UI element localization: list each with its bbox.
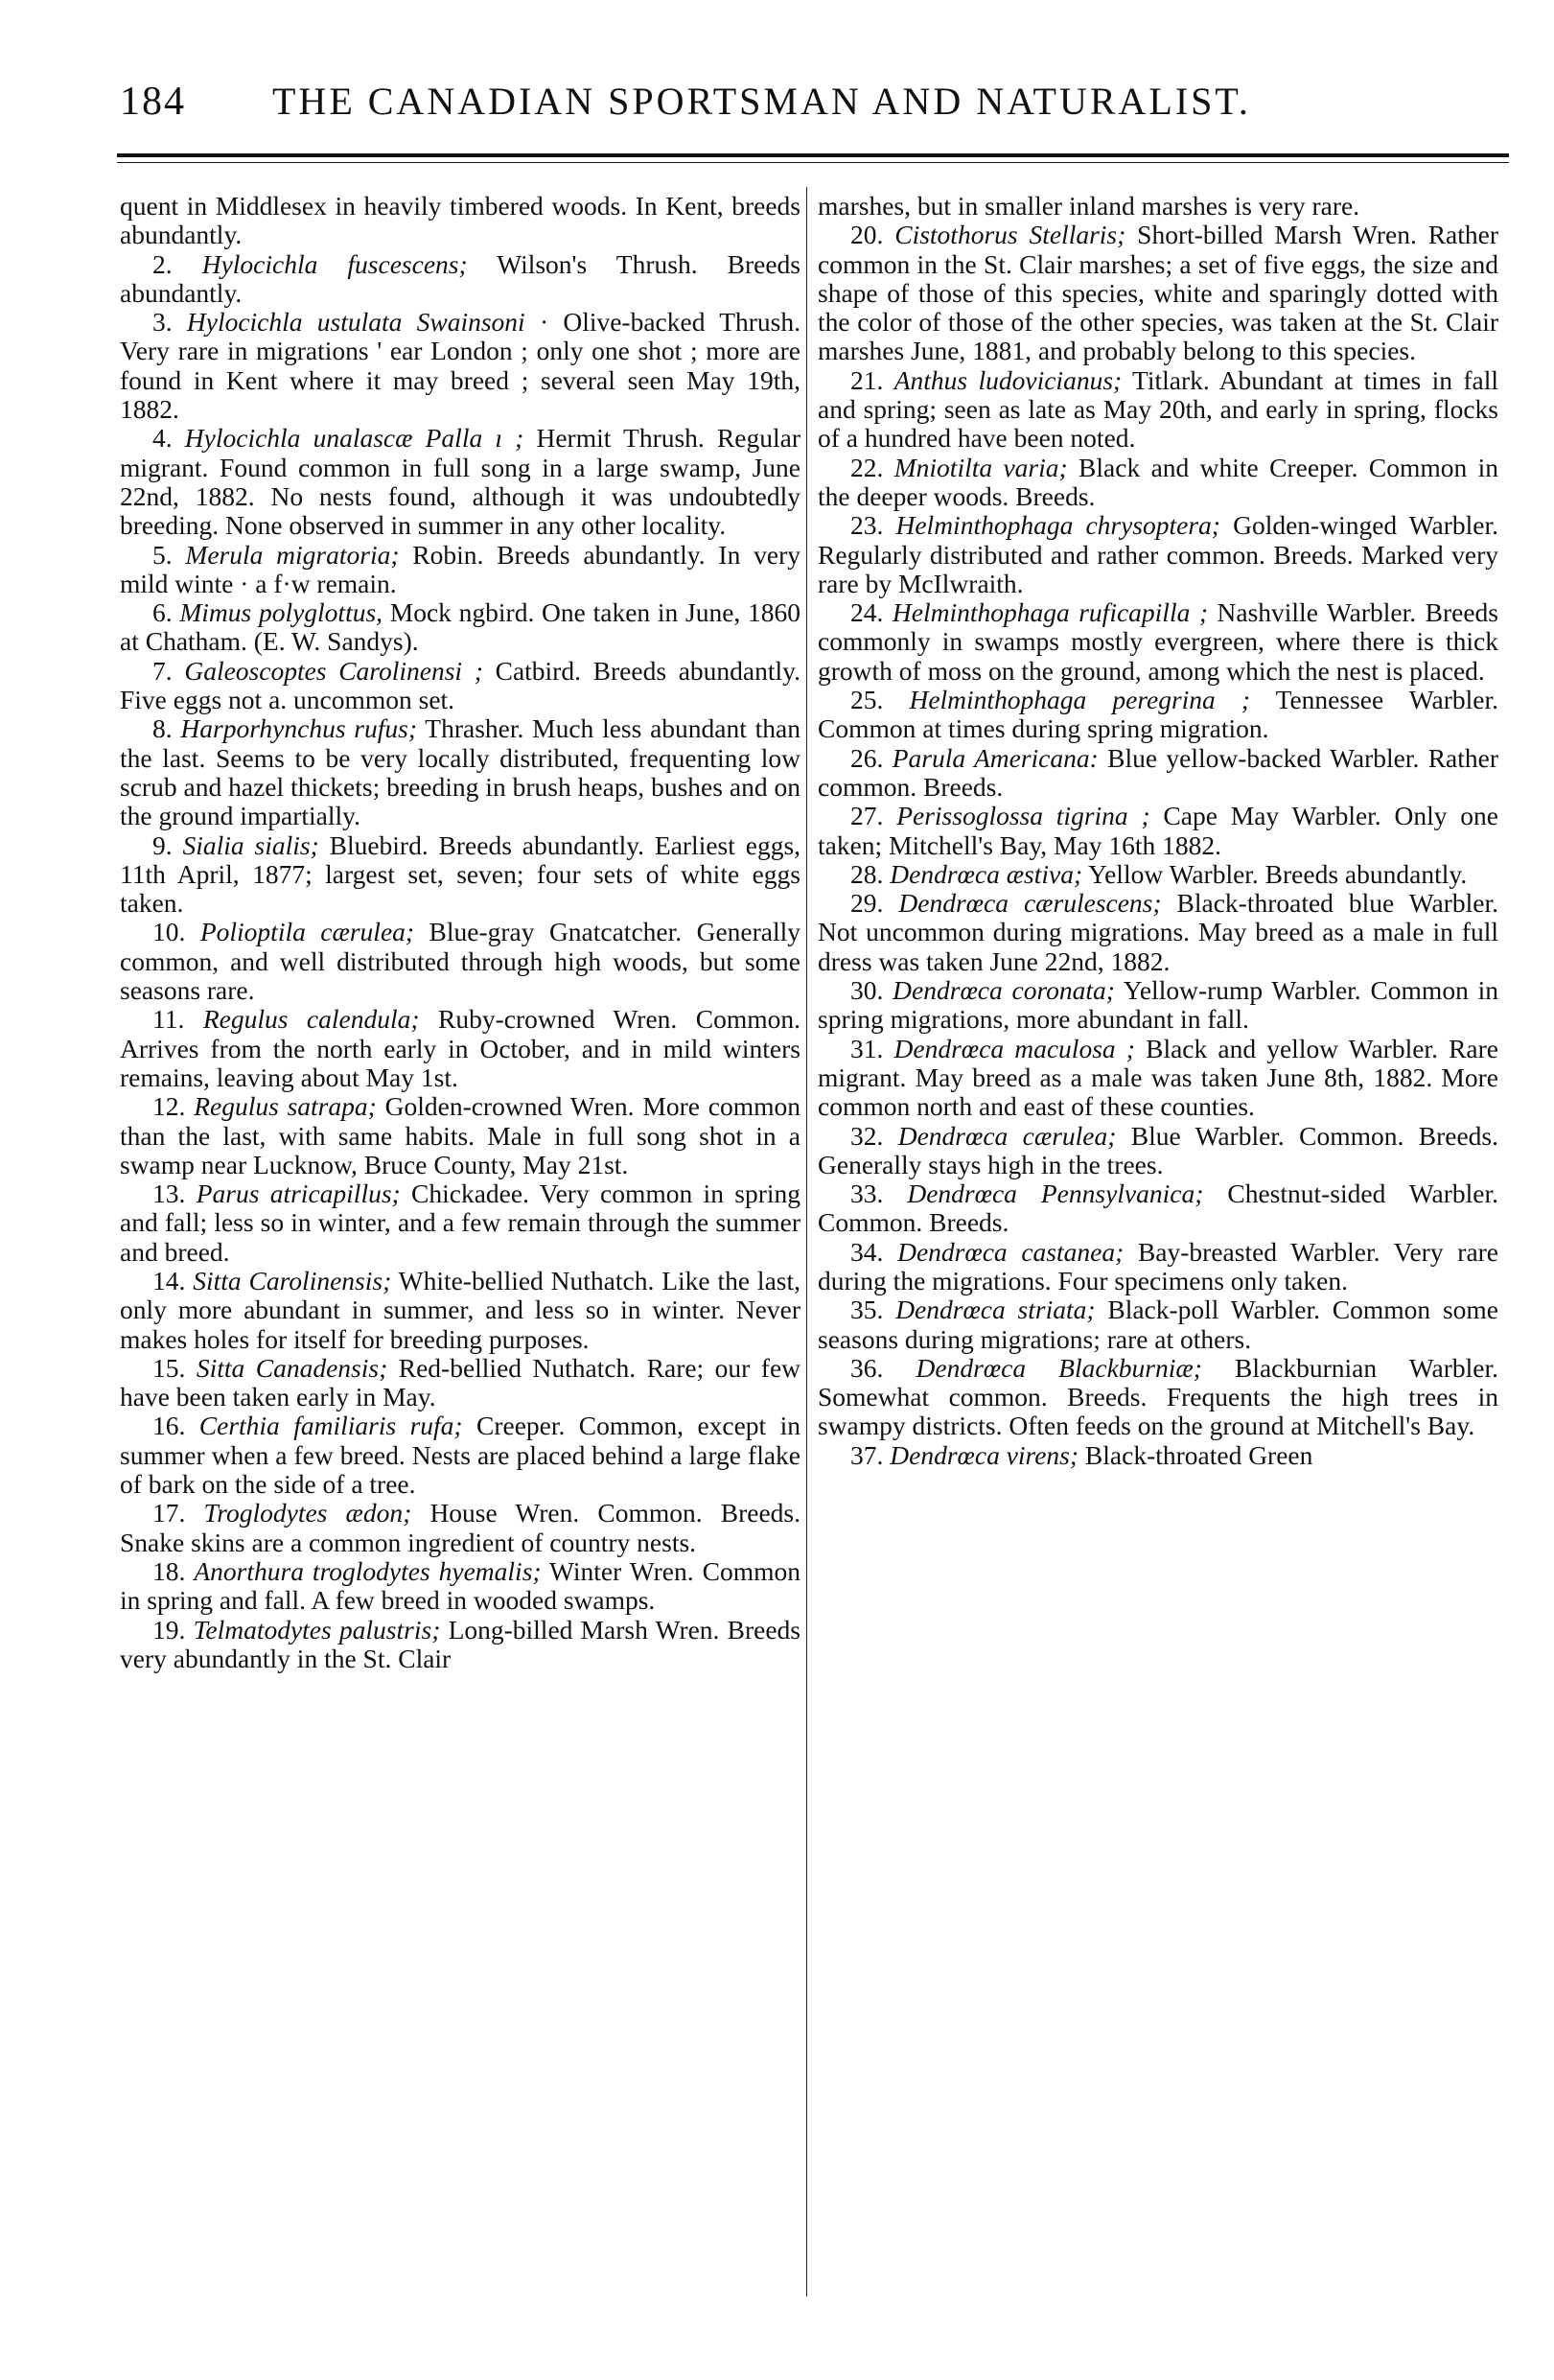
entry-number: 16. [152, 1411, 186, 1441]
species-entry [120, 1616, 800, 1674]
running-header [120, 79, 1510, 136]
species-entry [818, 744, 1498, 803]
scientific-name: Dendrœca Pennsylvanica; [907, 1178, 1204, 1209]
entry-description: Robin. Breeds abundantly. In very mild winte · a f·w remain. [120, 539, 800, 598]
scientific-name: Hylocichla ustulata Swainsoni [186, 307, 525, 338]
entry-description: Black-throated Green [1079, 1439, 1313, 1470]
scientific-name: Dendrœca æstiva; [890, 858, 1083, 889]
entry-description: Thrasher. Much less abundant than the last. Seems to be very locally distributed, frequenting low scrub and hazel thickets; breeding in brush heaps, bushes and on the ground impartially. [120, 713, 800, 831]
species-entry [120, 831, 800, 919]
entry-description: Tennessee Warbler. Common at times during spring migration. [818, 685, 1499, 744]
species-entry [120, 1179, 800, 1267]
species-entry [818, 976, 1498, 1035]
scientific-name: Polioptila cærulea; [199, 917, 415, 947]
entry-number: 17. [152, 1498, 186, 1528]
scientific-name: Dendrœca cærulescens; [898, 888, 1162, 919]
entry-number: 20. [850, 220, 884, 250]
species-entry [120, 918, 800, 1005]
species-entry [120, 657, 800, 715]
species-entry [120, 541, 800, 599]
entry-number: 30. [850, 975, 884, 1006]
entry-number: 2. [152, 248, 173, 279]
entry-description: Ruby-crowned Wren. Common. Arrives from the north early in October, and in mild winters remains, leaving about May 1st. [120, 1004, 800, 1092]
page-number: 184 [120, 80, 186, 124]
species-entry [120, 1499, 800, 1557]
entry-number: 28. [850, 858, 884, 889]
scientific-name: Sialia sialis; [182, 829, 319, 860]
entry-number: 7. [152, 655, 173, 686]
entry-number: 23. [850, 510, 884, 541]
scientific-name: Perissoglossa tigrina ; [896, 801, 1150, 831]
entry-number: 11. [152, 1004, 185, 1035]
scientific-name: Mniotilta varia; [893, 452, 1068, 482]
entry-number: 3. [152, 307, 173, 338]
species-entry [818, 511, 1498, 598]
entry-number: 14. [152, 1265, 186, 1295]
entry-description: · Olive-backed Thrush. Very rare in migrations ' ear London ; only one shot ; more are found in Kent where it may breed ; several seen May 19th, 1882. [120, 307, 800, 425]
entry-description: Chestnut-sided Warbler. Common. Breeds. [818, 1178, 1499, 1238]
species-entry [818, 1295, 1498, 1354]
entry-description: Catbird. Breeds abundantly. Five eggs not a. uncommon set. [120, 655, 801, 715]
journal-title: THE CANADIAN SPORTSMAN AND NATURALIST. [272, 80, 1251, 123]
species-entry [818, 1122, 1498, 1180]
entry-number: 12. [152, 1091, 186, 1122]
entry-description: Mock ngbird. One taken in June, 1860 at Chatham. (E. W. Sandys). [120, 597, 800, 657]
continued-paragraph [818, 192, 1498, 221]
entry-description: Winter Wren. Common in spring and fall. A few breed in wooded swamps. [120, 1555, 800, 1616]
entry-number: 10. [152, 917, 186, 947]
entry-number: 35. [850, 1295, 884, 1325]
scientific-name: Anthus ludovicianus; [893, 364, 1123, 395]
entry-number: 29. [850, 888, 884, 919]
species-entry [120, 1557, 800, 1616]
entry-description: White-bellied Nuthatch. Like the last, only more abundant in summer, and less so in winter. Never makes holes for itself for breeding purposes. [120, 1265, 800, 1354]
paragraph-text: marshes, but in smaller inland marshes is very rare. [818, 191, 1360, 221]
entry-description: Blue-gray Gnatcatcher. Generally common, and well distributed through high woods, but some seasons rare. [120, 917, 801, 1006]
species-entry [818, 686, 1498, 744]
entry-description: Nashville Warbler. Breeds commonly in swamps mostly evergreen, where there is thick growth of moss on the ground, among which the nest is placed. [818, 597, 1498, 686]
entry-number: 13. [152, 1178, 186, 1209]
species-entry [818, 221, 1498, 365]
entry-description: Wilson's Thrush. Breeds abundantly. [120, 248, 800, 308]
entry-description: Yellow Warbler. Breeds abundantly. [1082, 858, 1468, 889]
header-rule [117, 153, 1509, 163]
entry-description: Black and white Creeper. Common in the deeper woods. Breeds. [818, 452, 1498, 511]
scientific-name: Helminthophaga ruficapilla ; [892, 597, 1208, 628]
entry-number: 31. [850, 1033, 884, 1063]
entry-description: Golden-winged Warbler. Regularly distributed and rather common. Breeds. Marked very rare by McIlwraith. [818, 510, 1498, 598]
entry-description: Creeper. Common, except in summer when a few breed. Nests are placed behind a large flake of bark on the side of a tree. [120, 1411, 800, 1500]
scientific-name: Dendrœca striata; [895, 1295, 1096, 1325]
entry-number: 37. [850, 1439, 884, 1470]
species-entry [120, 250, 800, 309]
entry-description: Cape May Warbler. Only one taken; Mitchell's Bay, May 16th 1882. [818, 801, 1498, 860]
left-column [120, 192, 800, 1673]
scientific-name: Hylocichla unalascæ Palla ı ; [184, 423, 524, 454]
entry-number: 4. [152, 423, 173, 454]
entry-number: 19. [152, 1614, 186, 1645]
entry-description: Bluebird. Breeds abundantly. Earliest eggs, 11th April, 1877; largest set, seven; four sets of white eggs taken. [120, 829, 801, 919]
entry-description: Black-poll Warbler. Common some seasons during migrations; rare at others. [818, 1295, 1498, 1354]
entry-description: Red-bellied Nuthatch. Rare; our few have been taken early in May. [120, 1352, 801, 1412]
entry-description: Yellow-rump Warbler. Common in spring migrations, more abundant in fall. [818, 975, 1498, 1035]
scientific-name: Dendrœca coronata; [893, 975, 1115, 1006]
scientific-name: Merula migratoria; [185, 539, 400, 570]
species-entry [818, 454, 1498, 512]
entry-number: 22. [850, 452, 884, 482]
scientific-name: Parus atricapillus; [196, 1178, 401, 1209]
scientific-name: Dendrœca Blackburniæ; [916, 1352, 1202, 1383]
scientific-name: Harporhynchus rufus; [180, 713, 418, 744]
species-entry [120, 1005, 800, 1092]
entry-number: 5. [152, 539, 173, 570]
entry-description: Blue Warbler. Common. Breeds. Generally stays high in the trees. [818, 1120, 1498, 1179]
entry-number: 25. [850, 685, 884, 715]
scientific-name: Sitta Carolinensis; [193, 1265, 392, 1295]
scientific-name: Galeoscoptes Carolinensi ; [184, 655, 483, 686]
species-entry [120, 1354, 800, 1412]
continued-paragraph [120, 192, 800, 250]
entry-number: 26. [850, 742, 884, 773]
entry-description: Chickadee. Very common in spring and fall; less so in winter, and a few remain through the summer and breed. [120, 1178, 801, 1267]
entry-description: Titlark. Abundant at times in fall and spring; seen as late as May 20th, and early in spring, flocks of a hundred have been noted. [818, 364, 1498, 454]
species-entry [120, 1412, 800, 1499]
species-entry [120, 424, 800, 540]
entry-number: 34. [850, 1236, 884, 1267]
scientific-name: Helminthophaga peregrina ; [909, 685, 1251, 715]
scientific-name: Telmatodytes palustris; [193, 1614, 441, 1645]
scientific-name: Regulus satrapa; [194, 1091, 377, 1122]
entry-number: 21. [850, 364, 884, 395]
entry-number: 36. [850, 1352, 884, 1383]
entry-number: 8. [152, 713, 173, 744]
entry-description: Hermit Thrush. Regular migrant. Found common in full song in a large swamp, June 22nd, 1882. No nests found, although it was undoubtedly breeding. None observed in summer in any other locality. [120, 423, 801, 541]
entry-description: Black-throated blue Warbler. Not uncommon during migrations. May breed as a male in full dress was taken June 22nd, 1882. [818, 888, 1498, 976]
entry-description: House Wren. Common. Breeds. Snake skins are a common ingredient of country nests. [120, 1498, 801, 1557]
entry-number: 32. [850, 1120, 884, 1151]
right-column [818, 192, 1498, 1470]
entry-description: Blackburnian Warbler. Somewhat common. Breeds. Frequents the high trees in swampy districts. Often feeds on the ground at Mitchell's Bay. [818, 1352, 1498, 1441]
entry-number: 33. [850, 1178, 884, 1209]
species-entry [120, 714, 800, 830]
entry-description: Bay-breasted Warbler. Very rare during the migrations. Four specimens only taken. [818, 1236, 1499, 1295]
scientific-name: Helminthophaga chrysoptera; [895, 510, 1220, 541]
paragraph-text: quent in Middlesex in heavily timbered woods. In Kent, breeds abundantly. [120, 191, 800, 250]
scientific-name: Dendrœca castanea; [897, 1236, 1125, 1267]
species-entry [120, 598, 800, 657]
entry-number: 27. [850, 801, 884, 831]
scientific-name: Mimus polyglottus, [179, 597, 383, 628]
scientific-name: Sitta Canadensis; [196, 1352, 388, 1383]
scientific-name: Hylocichla fuscescens; [201, 248, 468, 279]
scientific-name: Dendrœca maculosa ; [893, 1033, 1135, 1063]
scientific-name: Dendrœca cærulea; [897, 1120, 1117, 1151]
entry-number: 6. [152, 597, 173, 628]
species-entry [818, 366, 1498, 454]
species-entry [818, 1238, 1498, 1296]
species-entry [818, 802, 1498, 860]
species-entry [818, 1354, 1498, 1441]
entry-number: 9. [152, 829, 173, 860]
entry-description: Blue yellow-backed Warbler. Rather common. Breeds. [818, 742, 1498, 802]
entry-description: Long-billed Marsh Wren. Breeds very abundantly in the St. Clair [120, 1614, 801, 1673]
entry-description: Short-billed Marsh Wren. Rather common in the St. Clair marshes; a set of five eggs, the size and shape of those of this species, white and sparingly dotted with the color of those of the other species, was taken at the St. Clair marshes June, 1881, and probably belong to this species. [818, 220, 1499, 366]
scientific-name: Anorthura troglodytes hyemalis; [194, 1555, 542, 1586]
entry-number: 15. [152, 1352, 186, 1383]
entry-number: 24. [850, 597, 884, 628]
species-entry [818, 1441, 1498, 1470]
species-entry [818, 1035, 1498, 1122]
column-divider [806, 187, 807, 2297]
entry-description: Golden-crowned Wren. More common than the last, with same habits. Male in full song shot in a swamp near Lucknow, Bruce County, May 21st. [120, 1091, 800, 1179]
scientific-name: Certhia familiaris rufa; [198, 1411, 463, 1441]
species-entry [818, 598, 1498, 686]
entry-number: 18. [152, 1555, 186, 1586]
species-entry [818, 860, 1498, 889]
species-entry [818, 889, 1498, 976]
species-entry [120, 1092, 800, 1179]
scientific-name: Cistothorus Stellaris; [894, 220, 1126, 250]
scientific-name: Dendrœca virens; [890, 1439, 1079, 1470]
species-entry [120, 1267, 800, 1354]
entry-description: Black and yellow Warbler. Rare migrant. May breed as a male was taken June 8th, 1882. More common north and east of these counties. [818, 1033, 1499, 1122]
scientific-name: Parula Americana: [892, 742, 1099, 773]
scientific-name: Regulus calendula; [202, 1004, 420, 1035]
species-entry [120, 308, 800, 424]
species-entry [818, 1179, 1498, 1238]
scientific-name: Troglodytes ædon; [203, 1498, 412, 1528]
